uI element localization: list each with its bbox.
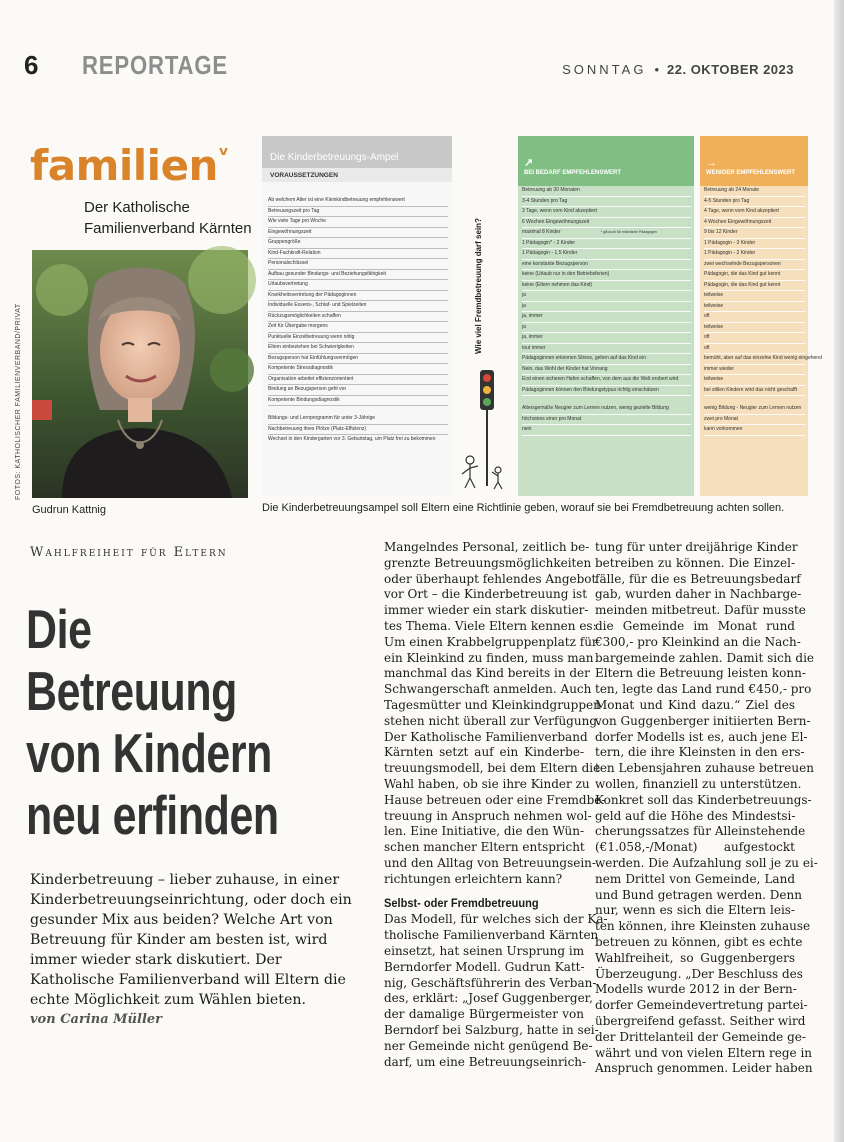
table-caption: Die Kinderbetreuungsampel soll Eltern eine Richtlinie geben, worauf sie bei Fremdbetreuung achten sollen. xyxy=(262,502,785,514)
table-row: keine (Urlaub nur in den Betriebsferien) xyxy=(522,270,691,281)
table-row: Nein, das Wohl der Kinder hat Vorrang xyxy=(522,365,691,376)
page-header xyxy=(0,0,844,110)
table-row: Zeit für Übergabe morgens xyxy=(268,322,448,333)
text-line: Tagesmütter und Kleinkindgruppen xyxy=(384,697,601,712)
recommended-header: ↗ BEI BEDARF EMPFEHLENSWERT xyxy=(518,136,694,186)
text-line: tholische Familienverband Kärnten xyxy=(384,928,599,943)
table-row: Pädagoginnen erkennen Stress, gehen auf das Kind ein xyxy=(522,354,691,365)
text-line: geld auf die Höhe des Mindestsi- xyxy=(595,808,796,823)
table-row: höchstens einer pro Monat xyxy=(522,415,691,426)
separator-dot: • xyxy=(654,62,660,77)
text-line: fälle, für die es Betreuungsbedarf xyxy=(595,571,801,586)
footnote: * gilt auch für männliche Pädagogen xyxy=(600,230,657,234)
table-row: 1 Pädagogin - 1,5 Kinder xyxy=(522,249,691,260)
dateline xyxy=(562,62,794,77)
article-kicker: Wahlfreiheit für Eltern xyxy=(30,545,228,560)
table-row: Bindung an Bezugsperson geht vor xyxy=(268,385,448,396)
text-line: tung für unter dreijährige Kinder xyxy=(595,540,798,554)
text-line: ten Lebensjahren zuhause betreuen xyxy=(595,761,814,776)
text-line: darf, um eine Betreuungseinrich- xyxy=(384,1054,587,1069)
table-row: Kompetente Bindungsdiagnostik xyxy=(268,396,448,407)
text-line: nem Drittel von Gemeinde, Land xyxy=(595,871,795,886)
table-row: Krankheitsvertretung der Pädagoginnen xyxy=(268,291,448,302)
text-line: ner Gemeinde nicht genügend Be- xyxy=(384,1038,593,1053)
table-row: Aufbau gesunder Bindungs- und Beziehungsfähigkeit xyxy=(268,270,448,281)
headline-line-1: Die Betreuung xyxy=(26,598,237,722)
side-label-area xyxy=(456,136,518,496)
table-row: oft xyxy=(704,333,805,344)
text-line: Berndorfer Modell. Gudrun Katt- xyxy=(384,959,585,974)
issue-date: 22. OKTOBER 2023 xyxy=(667,62,794,77)
body-paragraph-1 xyxy=(384,540,606,888)
recommended-column xyxy=(518,136,694,496)
text-line: nur, wenn es sich die Eltern leis- xyxy=(595,903,795,918)
text-line: von Guggenberger initiierten Bern- xyxy=(595,713,811,728)
text-line: (€1.058,-/Monat) aufgestockt xyxy=(595,840,795,855)
page-edge xyxy=(834,0,844,1142)
table-row: 6 Wochen Eingewöhnungszeit xyxy=(522,218,691,229)
text-line: Hause betreuen oder eine Fremdbe- xyxy=(384,792,606,807)
text-line: Anspruch genommen. Leider haben xyxy=(595,1061,813,1076)
text-line: wollen, finanziell zu unterstützen. xyxy=(595,776,802,791)
text-line: schen mancher Eltern entspricht xyxy=(384,840,585,855)
text-line: dorfer Modells ist es, auch jene El- xyxy=(595,729,808,744)
table-row: Eingewöhnungszeit xyxy=(268,228,448,239)
prerequisites-header: VORAUSSETZUNGEN xyxy=(262,168,452,182)
logo-swoosh-icon: ᵛ xyxy=(217,143,229,168)
text-line: ten, legte das Land rund €450,- pro xyxy=(595,682,812,697)
text-line: Schwangerschaft anmelden. Auch xyxy=(384,682,592,697)
brand-block xyxy=(30,141,252,239)
table-row: Betreuung ab 30 Monaten xyxy=(522,186,691,197)
table-row: keine (Eltern nehmen das Kind) xyxy=(522,281,691,292)
table-row: ja xyxy=(522,302,691,313)
body-column-2 xyxy=(595,540,818,1077)
table-row: eine konstante Bezugsperson xyxy=(522,260,691,271)
text-line: betreuen zu können, gibt es echte xyxy=(595,934,803,949)
text-line: Wahlfreiheit, so Guggenbergers xyxy=(595,950,795,965)
less-recommended-column xyxy=(700,136,822,496)
table-row: Bildungs- und Lernprogramm für unter 3-Jährige xyxy=(268,414,448,425)
table-row: ja xyxy=(522,291,691,302)
table-title: Die Kinderbetreuungs-Ampel xyxy=(270,152,399,163)
traffic-light-icon xyxy=(456,356,518,496)
text-line: Berndorf bei Salzburg, hatte in sei- xyxy=(384,1022,599,1037)
table-row: Betreuung ab 24 Monate xyxy=(704,186,805,197)
text-line: Modells wurde 2012 in der Bern- xyxy=(595,982,797,997)
table-row: 9 bis 12 Kinder xyxy=(704,228,805,239)
table-row: kann vorkommen xyxy=(704,425,805,436)
table-row: Pädagoginnen können den Bindungstypus richtig einschätzen xyxy=(522,386,691,397)
table-row: ja xyxy=(522,323,691,334)
text-line: ein Kleinkind zu finden, muss man xyxy=(384,650,594,665)
table-row: Pädagogin, die das Kind gut kennt xyxy=(704,281,805,292)
table-row: bei stillen Kindern wird das nicht geschafft xyxy=(704,386,805,397)
recommended-rows xyxy=(518,186,694,496)
table-row: bemüht, aber auf das einzelne Kind wenig eingehend xyxy=(704,354,805,365)
body-paragraph-2 xyxy=(384,912,608,1070)
table-row: zwei pro Monat xyxy=(704,415,805,426)
table-row: ja, immer xyxy=(522,333,691,344)
table-row: teilweise xyxy=(704,375,805,386)
portrait-photo xyxy=(32,250,248,498)
table-row: Pädagogin, die das Kind gut kennt xyxy=(704,270,805,281)
table-row: ja, immer xyxy=(522,312,691,323)
text-line: Wahl haben, ob sie ihre Kinder zu xyxy=(384,776,590,791)
table-row: Altersgemäße Neugier zum Lernen nutzen, wenig gezielte Bildung xyxy=(522,404,691,415)
table-row: Rückzugsmöglichkeiten schaffen xyxy=(268,312,448,323)
text-line: Der Katholische Familienverband xyxy=(384,729,588,744)
text-line: immer wieder ein stark diskutier- xyxy=(384,603,589,618)
text-line: nig, Geschäftsführerin des Verban- xyxy=(384,975,597,990)
table-row: 3 Tage, wenn vom Kind akzeptiert xyxy=(522,207,691,218)
table-row: Betreuungszeit pro Tag xyxy=(268,207,448,218)
headline-line-3: neu erfinden xyxy=(26,784,279,846)
text-line: tes Thema. Viele Eltern kennen es: xyxy=(384,618,597,633)
text-line: einsetzt, hat seinen Ursprung im xyxy=(384,943,585,958)
brand-line-1: Der Katholische xyxy=(84,199,190,216)
text-line: bargemeinde zahlen. Damit sich die xyxy=(595,650,815,665)
article-headline xyxy=(26,598,291,846)
text-line: Mangelndes Personal, zeitlich be- xyxy=(384,540,590,554)
prerequisites-column xyxy=(262,136,452,496)
table-row: Organisation arbeitet effizienzorientiert xyxy=(268,375,448,386)
table-row: tout immer xyxy=(522,344,691,355)
arrow-right-icon: → xyxy=(706,157,717,169)
portrait-illustration xyxy=(32,250,248,498)
table-row: oft xyxy=(704,312,805,323)
table-row: nein xyxy=(522,425,691,436)
table-row: 1 Pädagogin - 2 Kinder xyxy=(704,249,805,260)
table-row: Punktuelle Einzelbetreuung wenn nötig xyxy=(268,333,448,344)
photo-credit: FOTOS: KATHOLISCHER FAMILIENVERBAND/PRIVAT xyxy=(15,303,22,500)
text-line: übergreifend gefasst. Seither wird xyxy=(595,1013,806,1028)
table-row: teilweise xyxy=(704,302,805,313)
article-author: von Carina Müller xyxy=(30,1012,162,1027)
table-row: Kompetente Stressdiagnostik xyxy=(268,364,448,375)
text-line: stehen nicht überall zur Verfügung. xyxy=(384,713,601,728)
headline-line-2: von Kindern xyxy=(26,722,272,784)
text-line: grenzte Betreuungsmöglichkeiten xyxy=(384,555,592,570)
table-row: maximal 8 Kinder * gilt auch für männliche Pädagogen xyxy=(522,228,691,239)
text-line: Monat und Kind dazu.“ Ziel des xyxy=(595,697,795,712)
text-line: der damalige Bürgermeister von xyxy=(384,1007,584,1022)
table-row: 4 Wochen Eingewöhnungszeit xyxy=(704,218,805,229)
text-line: und Bund getragen werden. Denn xyxy=(595,887,802,902)
table-row: 4-5 Stunden pro Tag xyxy=(704,197,805,208)
text-line: gab, wurden daher in Nachbarge- xyxy=(595,587,802,602)
text-line: und den Alltag von Betreuungsein- xyxy=(384,855,596,870)
table-row: Ab welchem Alter ist eine Kleinkindbetreuung empfehlenswert xyxy=(268,196,448,207)
table-row: immer wieder xyxy=(704,365,805,376)
prerequisites-rows xyxy=(262,182,452,496)
text-line: dorfer Gemeindevertretung partei- xyxy=(595,998,808,1013)
text-line: ten können, ihre Kleinsten zuhause xyxy=(595,919,811,934)
table-row: Gruppengröße xyxy=(268,238,448,249)
text-line: Kärnten setzt auf ein Kinderbe- xyxy=(384,745,584,760)
text-line: meinden mitbetreut. Dafür musste xyxy=(595,603,806,618)
photo-caption: Gudrun Kattnig xyxy=(32,504,106,516)
table-row: Urlaubsvertretung xyxy=(268,280,448,291)
table-row: 1 Pädagogin* - 2 Kinder xyxy=(522,239,691,250)
text-line: manchmal das Kind bereits in der xyxy=(384,666,590,681)
table-row: wenig Bildung - Neugier zum Lernen nutzen xyxy=(704,404,805,415)
page-number: 6 xyxy=(24,50,39,80)
table-row: Wechsel in den Kindergarten vor 3. Geburtstag, um Platz frei zu bekommen xyxy=(268,436,436,442)
table-row: Individuelle Essens-, Schlaf- und Spielzeiten xyxy=(268,301,448,312)
table-row: 1 Pädagogin - 3 Kinder xyxy=(704,239,805,250)
table-row: 4 Tage, wenn vom Kind akzeptiert xyxy=(704,207,805,218)
less-recommended-rows xyxy=(700,186,822,496)
brand-line-2: Familienverband Kärnten xyxy=(84,220,252,237)
text-line: cherungssatzes für Alleinstehende xyxy=(595,824,806,839)
text-line: werden. Die Aufzahlung soll je zu ei- xyxy=(595,855,818,870)
table-row: Eltern einbeziehen bei Schwierigkeiten xyxy=(268,343,448,354)
childcare-traffic-light-table xyxy=(262,136,822,498)
text-line: vor Ort – die Kinderbetreuung ist xyxy=(384,587,588,602)
side-question-label: Wie viel Fremdbetreuung darf sein? xyxy=(474,218,483,354)
table-row: teilweise xyxy=(704,323,805,334)
text-line: des, erklärt: „Josef Guggenberger, xyxy=(384,991,593,1006)
text-line: Eltern die Betreuung leisten konn- xyxy=(595,666,806,681)
table-row: Personalschlüssel xyxy=(268,259,448,270)
text-line: Das Modell, für welches sich der Ka- xyxy=(384,912,608,927)
text-line: der Drittelanteil der Gemeinde ge- xyxy=(595,1029,806,1044)
table-row: oft xyxy=(704,344,805,355)
table-row: Nachbetreuung ihres Plötze (Platz-Effizienz) xyxy=(268,425,448,436)
text-line: betreiben zu können. Die Einzel- xyxy=(595,555,795,570)
brand-subtitle xyxy=(84,197,252,239)
text-line: €300,- pro Kleinkind an die Nach- xyxy=(595,634,801,649)
table-row: zwei wechselnde Bezugspersonen xyxy=(704,260,805,271)
table-row: Bezugsperson hat Einfühlungsvermögen xyxy=(268,354,448,365)
text-line: tern, die ihre Kleinsten in den ers- xyxy=(595,745,805,760)
table-row: teilweise xyxy=(704,291,805,302)
text-line: Konkret soll das Kinderbetreuungs- xyxy=(595,792,812,807)
text-line: oder überhaupt fehlendes Angebot xyxy=(384,571,597,586)
table-row: Wie viele Tage pro Woche xyxy=(268,217,448,228)
table-row: Kind-Fachkraft-Relation xyxy=(268,249,448,260)
text-line: len. Eine Initiative, die den Wün- xyxy=(384,824,584,839)
body-paragraph-3 xyxy=(595,540,818,1077)
arrow-up-right-icon: ↗ xyxy=(524,157,534,169)
table-row: 3-4 Stunden pro Tag xyxy=(522,197,691,208)
text-line: die Gemeinde im Monat rund xyxy=(595,618,795,633)
text-line: währt und von vielen Eltern rege in xyxy=(595,1045,813,1060)
weekday: SONNTAG xyxy=(562,62,647,77)
text-line: treuungsmodell, bei dem Eltern die xyxy=(384,761,601,776)
less-recommended-header: → WENIGER EMPFEHLENSWERT xyxy=(700,136,808,186)
article-subhead: Selbst- oder Fremdbetreuung xyxy=(384,895,539,910)
text-line: treuung in Anspruch nehmen wol- xyxy=(384,808,592,823)
text-line: richtungen erleichtern kann? xyxy=(384,871,563,886)
table-row: Erst einen sicheren Hafen schaffen, von dem aus die Welt erobert wird xyxy=(522,375,691,386)
article-lead: Kinderbetreuung – lieber zuhause, in einer Kinderbetreuungseinrichtung, oder doch ein gesunder Mix aus beiden? Welche Art von Betreuung für Kinder am besten ist, wird immer wieder stark diskutiert. Der Katholische Familienverband will Eltern die echte Möglichkeit zum Wählen bieten. xyxy=(30,872,352,1008)
familien-logo: familien$^ᵛ$ xyxy=(30,141,229,190)
section-title: REPORTAGE xyxy=(82,50,229,80)
body-column-1 xyxy=(384,540,608,1070)
text-line: Überzeugung. „Der Beschluss des xyxy=(595,966,803,981)
text-line: Um einen Krabbelgruppenplatz für xyxy=(384,634,598,649)
